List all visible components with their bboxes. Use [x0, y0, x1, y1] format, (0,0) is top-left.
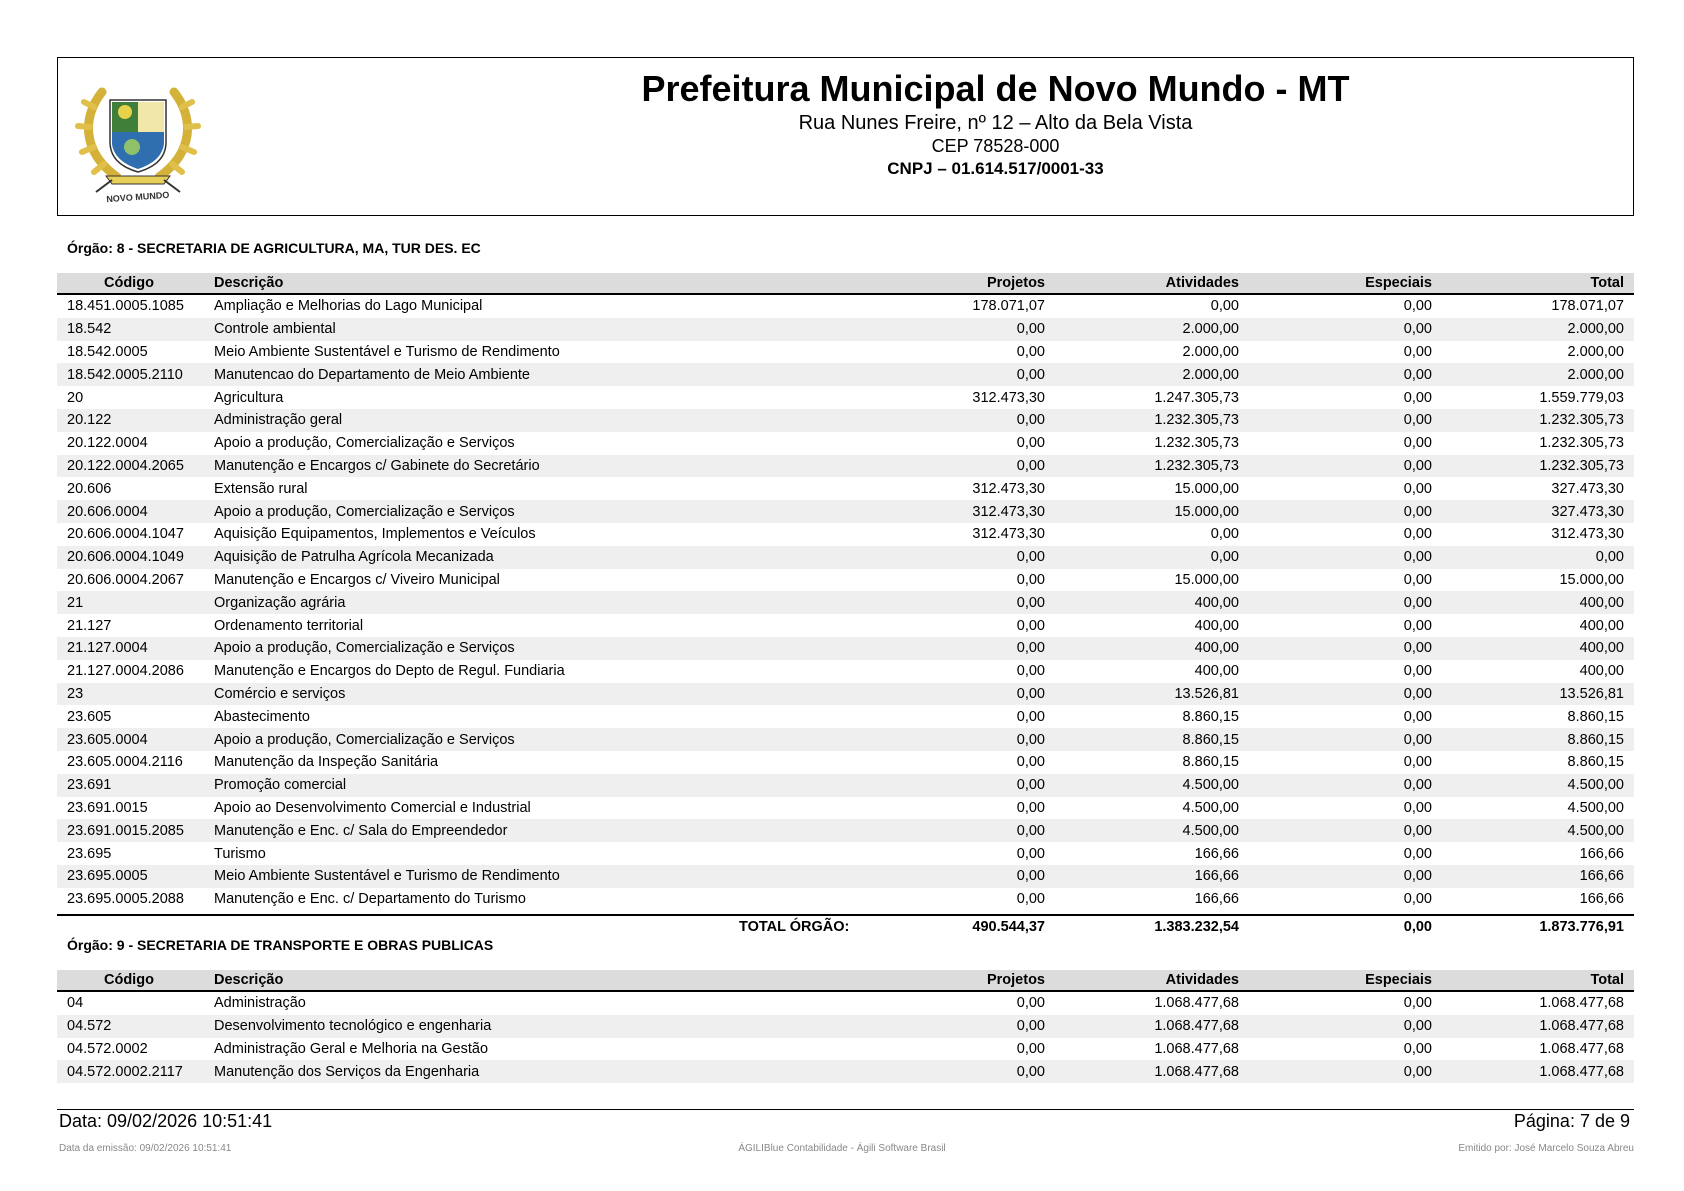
footer-divider — [57, 1109, 1634, 1110]
cell-atividades: 166,66 — [1194, 868, 1239, 885]
table-row — [57, 386, 1634, 409]
cell-especiais: 0,00 — [1403, 503, 1432, 520]
cell-atividades: 0,00 — [1210, 298, 1239, 315]
cell-projetos: 0,00 — [1016, 1040, 1045, 1057]
cell-codigo: 18.542 — [67, 321, 112, 338]
cell-codigo: 20.122 — [67, 412, 112, 429]
cell-total: 400,00 — [1579, 594, 1624, 611]
cell-descricao: Agricultura — [214, 389, 284, 406]
cell-codigo: 21.127.0004 — [67, 640, 148, 657]
cell-atividades: 0,00 — [1210, 526, 1239, 543]
cell-atividades: 1.068.477,68 — [1154, 1063, 1239, 1080]
cell-codigo: 23.695.0005.2088 — [67, 891, 184, 908]
cell-total: 1.068.477,68 — [1539, 1063, 1624, 1080]
cell-total: 327.473,30 — [1551, 503, 1624, 520]
cell-codigo: 23 — [67, 685, 84, 702]
table-row — [57, 500, 1634, 523]
cell-atividades: 4.500,00 — [1182, 799, 1239, 816]
cell-projetos: 0,00 — [1016, 995, 1045, 1012]
cell-total: 15.000,00 — [1559, 571, 1624, 588]
col-especiais-header: Especiais — [1365, 972, 1432, 988]
cell-especiais: 0,00 — [1403, 412, 1432, 429]
cell-total: 4.500,00 — [1567, 822, 1624, 839]
table-row — [57, 660, 1634, 683]
cell-descricao: Administração Geral e Melhoria na Gestão — [214, 1040, 489, 1057]
cell-projetos: 0,00 — [1016, 571, 1045, 588]
cell-projetos: 0,00 — [1016, 708, 1045, 725]
cnpj: CNPJ – 01.614.517/0001-33 — [887, 159, 1104, 178]
cell-total: 327.473,30 — [1551, 480, 1624, 497]
cell-descricao: Manutencao do Departamento de Meio Ambiente — [214, 366, 530, 383]
cell-atividades: 166,66 — [1194, 845, 1239, 862]
cell-projetos: 0,00 — [1016, 457, 1045, 474]
cell-codigo: 21.127.0004.2086 — [67, 663, 184, 680]
municipal-coat-of-arms-logo — [72, 72, 204, 207]
cell-atividades: 400,00 — [1194, 663, 1239, 680]
cell-projetos: 312.473,30 — [972, 503, 1045, 520]
cell-projetos: 0,00 — [1016, 731, 1045, 748]
cell-codigo: 23.691.0015 — [67, 799, 148, 816]
cell-total: 400,00 — [1579, 640, 1624, 657]
cell-total: 1.559.779,03 — [1539, 389, 1624, 406]
cell-atividades: 15.000,00 — [1174, 571, 1239, 588]
cell-descricao: Manutenção e Encargos c/ Gabinete do Secretário — [214, 457, 540, 474]
cell-atividades: 2.000,00 — [1182, 366, 1239, 383]
cell-especiais: 0,00 — [1403, 685, 1432, 702]
cell-descricao: Manutenção e Enc. c/ Departamento do Turismo — [214, 891, 526, 908]
orgao-9-title: Órgão: 9 - SECRETARIA DE TRANSPORTE E OBRAS PUBLICAS — [67, 937, 494, 953]
cell-projetos: 0,00 — [1016, 663, 1045, 680]
orgao-8-table — [57, 273, 1634, 911]
cell-projetos: 0,00 — [1016, 1018, 1045, 1035]
cell-projetos: 0,00 — [1016, 845, 1045, 862]
cell-descricao: Apoio a produção, Comercialização e Serviços — [214, 640, 515, 657]
footer-software: ÁGILIBlue Contabilidade - Ágili Software Brasil — [738, 1143, 946, 1154]
cell-especiais: 0,00 — [1403, 617, 1432, 634]
table-row — [57, 432, 1634, 455]
cell-especiais: 0,00 — [1403, 891, 1432, 908]
cell-total: 1.232.305,73 — [1539, 435, 1624, 452]
cell-atividades: 400,00 — [1194, 594, 1239, 611]
table-row — [57, 1015, 1634, 1038]
table-row — [57, 591, 1634, 614]
table-row — [57, 546, 1634, 569]
col-atividades-header: Atividades — [1165, 972, 1239, 988]
cell-descricao: Meio Ambiente Sustentável e Turismo de Rendimento — [214, 343, 560, 360]
cell-atividades: 2.000,00 — [1182, 343, 1239, 360]
cell-atividades: 1.068.477,68 — [1154, 1040, 1239, 1057]
cell-projetos: 312.473,30 — [972, 389, 1045, 406]
cell-atividades: 15.000,00 — [1174, 480, 1239, 497]
cell-descricao: Comércio e serviços — [214, 685, 346, 702]
cell-especiais: 0,00 — [1403, 663, 1432, 680]
table-row — [57, 569, 1634, 592]
cell-codigo: 20.606.0004.2067 — [67, 571, 184, 588]
table-row — [57, 865, 1634, 888]
cell-atividades: 8.860,15 — [1182, 708, 1239, 725]
cell-projetos: 0,00 — [1016, 549, 1045, 566]
cell-especiais: 0,00 — [1403, 571, 1432, 588]
cell-atividades: 400,00 — [1194, 617, 1239, 634]
orgao-9-table — [57, 970, 1634, 1083]
logo-text: NOVO MUNDO — [106, 189, 170, 205]
cell-projetos: 0,00 — [1016, 366, 1045, 383]
table-row — [57, 774, 1634, 797]
cell-especiais: 0,00 — [1403, 1063, 1432, 1080]
col-projetos-header: Projetos — [986, 275, 1045, 291]
cell-codigo: 04.572 — [67, 1018, 112, 1035]
table-row — [57, 797, 1634, 820]
cell-descricao: Promoção comercial — [214, 777, 347, 794]
col-especiais-header: Especiais — [1365, 275, 1432, 291]
orgao-9-rows — [57, 992, 1634, 1083]
cell-especiais: 0,00 — [1403, 754, 1432, 771]
cell-total: 1.232.305,73 — [1539, 457, 1624, 474]
cell-total: 400,00 — [1579, 663, 1624, 680]
cell-atividades: 1.232.305,73 — [1154, 457, 1239, 474]
cell-especiais: 0,00 — [1403, 822, 1432, 839]
cell-especiais: 0,00 — [1403, 868, 1432, 885]
cell-codigo: 23.695 — [67, 845, 112, 862]
cell-atividades: 1.068.477,68 — [1154, 995, 1239, 1012]
header-text-block — [358, 58, 1633, 181]
cell-descricao: Manutenção e Encargos do Depto de Regul. Fundiaria — [214, 663, 565, 680]
cell-projetos: 0,00 — [1016, 594, 1045, 611]
cell-projetos: 312.473,30 — [972, 526, 1045, 543]
table-row — [57, 683, 1634, 706]
cell-total: 400,00 — [1579, 617, 1624, 634]
cell-especiais: 0,00 — [1403, 594, 1432, 611]
table-row — [57, 992, 1634, 1015]
cell-codigo: 20.606.0004.1049 — [67, 549, 184, 566]
cell-projetos: 0,00 — [1016, 343, 1045, 360]
cell-atividades: 8.860,15 — [1182, 731, 1239, 748]
cell-total: 1.068.477,68 — [1539, 1018, 1624, 1035]
col-codigo-header: Código — [104, 972, 154, 988]
table-row — [57, 477, 1634, 500]
report-header — [57, 57, 1634, 216]
footer-page-number: Página: 7 de 9 — [1513, 1111, 1630, 1131]
total-label: TOTAL ÓRGÃO: — [739, 919, 850, 935]
cell-atividades: 4.500,00 — [1182, 777, 1239, 794]
cell-especiais: 0,00 — [1403, 777, 1432, 794]
cell-especiais: 0,00 — [1403, 799, 1432, 816]
col-atividades-header: Atividades — [1165, 275, 1239, 291]
total-total: 1.873.776,91 — [1539, 919, 1624, 935]
cep: CEP 78528-000 — [931, 136, 1060, 156]
cell-total: 166,66 — [1579, 845, 1624, 862]
cell-descricao: Manutenção da Inspeção Sanitária — [214, 754, 439, 771]
cell-total: 1.068.477,68 — [1539, 1040, 1624, 1057]
table-row — [57, 409, 1634, 432]
total-projetos: 490.544,37 — [972, 919, 1045, 935]
cell-codigo: 20.606.0004 — [67, 503, 148, 520]
cell-codigo: 23.695.0005 — [67, 868, 148, 885]
cell-descricao: Apoio a produção, Comercialização e Serviços — [214, 435, 515, 452]
cell-codigo: 04 — [67, 995, 84, 1012]
table-row — [57, 295, 1634, 318]
cell-codigo: 20.122.0004 — [67, 435, 148, 452]
cell-atividades: 0,00 — [1210, 549, 1239, 566]
cell-atividades: 1.247.305,73 — [1154, 389, 1239, 406]
cell-especiais: 0,00 — [1403, 366, 1432, 383]
cell-projetos: 0,00 — [1016, 412, 1045, 429]
cell-codigo: 20.606.0004.1047 — [67, 526, 184, 543]
footer-emission-date: Data da emissão: 09/02/2026 10:51:41 — [59, 1143, 232, 1154]
cell-total: 1.068.477,68 — [1539, 995, 1624, 1012]
col-descricao-header: Descrição — [214, 972, 284, 988]
cell-atividades: 400,00 — [1194, 640, 1239, 657]
cell-projetos: 0,00 — [1016, 640, 1045, 657]
total-atividades: 1.383.232,54 — [1154, 919, 1239, 935]
cell-total: 8.860,15 — [1567, 731, 1624, 748]
cell-total: 166,66 — [1579, 868, 1624, 885]
cell-codigo: 21 — [67, 594, 84, 611]
table-row — [57, 1038, 1634, 1061]
cell-codigo: 18.542.0005.2110 — [67, 366, 183, 383]
cell-codigo: 23.605.0004 — [67, 731, 148, 748]
cell-codigo: 23.605.0004.2116 — [67, 754, 183, 771]
cell-codigo: 20 — [67, 389, 84, 406]
cell-especiais: 0,00 — [1403, 845, 1432, 862]
cell-atividades: 8.860,15 — [1182, 754, 1239, 771]
cell-projetos: 0,00 — [1016, 1063, 1045, 1080]
cell-especiais: 0,00 — [1403, 298, 1432, 315]
table-row — [57, 751, 1634, 774]
cell-especiais: 0,00 — [1403, 995, 1432, 1012]
cell-especiais: 0,00 — [1403, 731, 1432, 748]
cell-total: 4.500,00 — [1567, 799, 1624, 816]
cell-projetos: 0,00 — [1016, 685, 1045, 702]
table-row — [57, 318, 1634, 341]
cell-projetos: 0,00 — [1016, 777, 1045, 794]
col-total-header: Total — [1590, 275, 1624, 291]
cell-descricao: Administração — [214, 995, 306, 1012]
footer-emitted-by: Emitido por: José Marcelo Souza Abreu — [1458, 1143, 1634, 1154]
cell-atividades: 166,66 — [1194, 891, 1239, 908]
cell-descricao: Meio Ambiente Sustentável e Turismo de Rendimento — [214, 868, 560, 885]
cell-descricao: Manutenção e Enc. c/ Sala do Empreendedor — [214, 822, 508, 839]
cell-descricao: Organização agrária — [214, 594, 346, 611]
table-row — [57, 341, 1634, 364]
cell-codigo: 18.451.0005.1085 — [67, 298, 184, 315]
table-row — [57, 842, 1634, 865]
col-total-header: Total — [1590, 972, 1624, 988]
cell-projetos: 0,00 — [1016, 754, 1045, 771]
cell-descricao: Apoio a produção, Comercialização e Serviços — [214, 731, 515, 748]
cell-especiais: 0,00 — [1403, 708, 1432, 725]
table-row — [57, 523, 1634, 546]
cell-projetos: 312.473,30 — [972, 480, 1045, 497]
cell-codigo: 04.572.0002.2117 — [67, 1063, 183, 1080]
cell-descricao: Manutenção dos Serviços da Engenharia — [214, 1063, 480, 1080]
cell-projetos: 0,00 — [1016, 435, 1045, 452]
cell-total: 2.000,00 — [1567, 343, 1624, 360]
orgao-8-title: Órgão: 8 - SECRETARIA DE AGRICULTURA, MA, TUR DES. EC — [67, 240, 481, 256]
cell-atividades: 1.232.305,73 — [1154, 412, 1239, 429]
cell-projetos: 0,00 — [1016, 891, 1045, 908]
cell-projetos: 0,00 — [1016, 617, 1045, 634]
cell-projetos: 0,00 — [1016, 321, 1045, 338]
cell-projetos: 0,00 — [1016, 868, 1045, 885]
cell-especiais: 0,00 — [1403, 389, 1432, 406]
table-row — [57, 363, 1634, 386]
cell-codigo: 23.605 — [67, 708, 112, 725]
cell-especiais: 0,00 — [1403, 1018, 1432, 1035]
cell-descricao: Apoio ao Desenvolvimento Comercial e Industrial — [214, 799, 531, 816]
cell-atividades: 13.526,81 — [1174, 685, 1239, 702]
cell-total: 2.000,00 — [1567, 321, 1624, 338]
cell-total: 8.860,15 — [1567, 754, 1624, 771]
cell-total: 1.232.305,73 — [1539, 412, 1624, 429]
cell-descricao: Abastecimento — [214, 708, 310, 725]
cell-especiais: 0,00 — [1403, 480, 1432, 497]
footer-date: Data: 09/02/2026 10:51:41 — [59, 1111, 273, 1131]
cell-codigo: 18.542.0005 — [67, 343, 148, 360]
table-row — [57, 1060, 1634, 1083]
cell-total: 312.473,30 — [1551, 526, 1624, 543]
cell-codigo: 04.572.0002 — [67, 1040, 148, 1057]
table-row — [57, 819, 1634, 842]
col-descricao-header: Descrição — [214, 275, 284, 291]
col-projetos-header: Projetos — [986, 972, 1045, 988]
cell-descricao: Controle ambiental — [214, 321, 336, 338]
cell-total: 178.071,07 — [1551, 298, 1624, 315]
table-row — [57, 888, 1634, 911]
cell-atividades: 2.000,00 — [1182, 321, 1239, 338]
cell-projetos: 0,00 — [1016, 799, 1045, 816]
cell-descricao: Aquisição de Patrulha Agrícola Mecanizada — [214, 549, 494, 566]
cell-descricao: Desenvolvimento tecnológico e engenharia — [214, 1018, 492, 1035]
cell-total: 8.860,15 — [1567, 708, 1624, 725]
orgao-8-rows — [57, 295, 1634, 911]
cell-projetos: 178.071,07 — [972, 298, 1045, 315]
cell-descricao: Manutenção e Encargos c/ Viveiro Municipal — [214, 571, 500, 588]
total-especiais: 0,00 — [1403, 919, 1432, 935]
table-row — [57, 614, 1634, 637]
cell-descricao: Ordenamento territorial — [214, 617, 364, 634]
cell-codigo: 21.127 — [67, 617, 112, 634]
cell-atividades: 15.000,00 — [1174, 503, 1239, 520]
cell-total: 0,00 — [1595, 549, 1624, 566]
cell-codigo: 23.691.0015.2085 — [67, 822, 184, 839]
cell-codigo: 20.122.0004.2065 — [67, 457, 184, 474]
cell-descricao: Ampliação e Melhorias do Lago Municipal — [214, 298, 483, 315]
table-row — [57, 637, 1634, 660]
cell-codigo: 23.691 — [67, 777, 112, 794]
table-row — [57, 705, 1634, 728]
cell-descricao: Administração geral — [214, 412, 343, 429]
cell-atividades: 1.068.477,68 — [1154, 1018, 1239, 1035]
cell-especiais: 0,00 — [1403, 457, 1432, 474]
page-title: Prefeitura Municipal de Novo Mundo - MT — [641, 68, 1350, 109]
cell-especiais: 0,00 — [1403, 549, 1432, 566]
cell-descricao: Aquisição Equipamentos, Implementos e Veículos — [214, 526, 536, 543]
table-header — [57, 273, 1634, 295]
cell-descricao: Extensão rural — [214, 480, 308, 497]
cell-especiais: 0,00 — [1403, 343, 1432, 360]
cell-atividades: 1.232.305,73 — [1154, 435, 1239, 452]
cell-descricao: Turismo — [214, 845, 266, 862]
cell-total: 13.526,81 — [1559, 685, 1624, 702]
address: Rua Nunes Freire, nº 12 – Alto da Bela Vista — [798, 112, 1193, 134]
cell-total: 2.000,00 — [1567, 366, 1624, 383]
cell-especiais: 0,00 — [1403, 435, 1432, 452]
cell-especiais: 0,00 — [1403, 526, 1432, 543]
col-codigo-header: Código — [104, 275, 154, 291]
cell-especiais: 0,00 — [1403, 321, 1432, 338]
table-row — [57, 728, 1634, 751]
cell-codigo: 20.606 — [67, 480, 112, 497]
cell-especiais: 0,00 — [1403, 1040, 1432, 1057]
cell-projetos: 0,00 — [1016, 822, 1045, 839]
cell-descricao: Apoio a produção, Comercialização e Serviços — [214, 503, 515, 520]
cell-total: 4.500,00 — [1567, 777, 1624, 794]
cell-total: 166,66 — [1579, 891, 1624, 908]
cell-atividades: 4.500,00 — [1182, 822, 1239, 839]
table-row — [57, 455, 1634, 478]
orgao-8-total-row — [57, 914, 1634, 938]
cell-especiais: 0,00 — [1403, 640, 1432, 657]
table-header — [57, 970, 1634, 992]
